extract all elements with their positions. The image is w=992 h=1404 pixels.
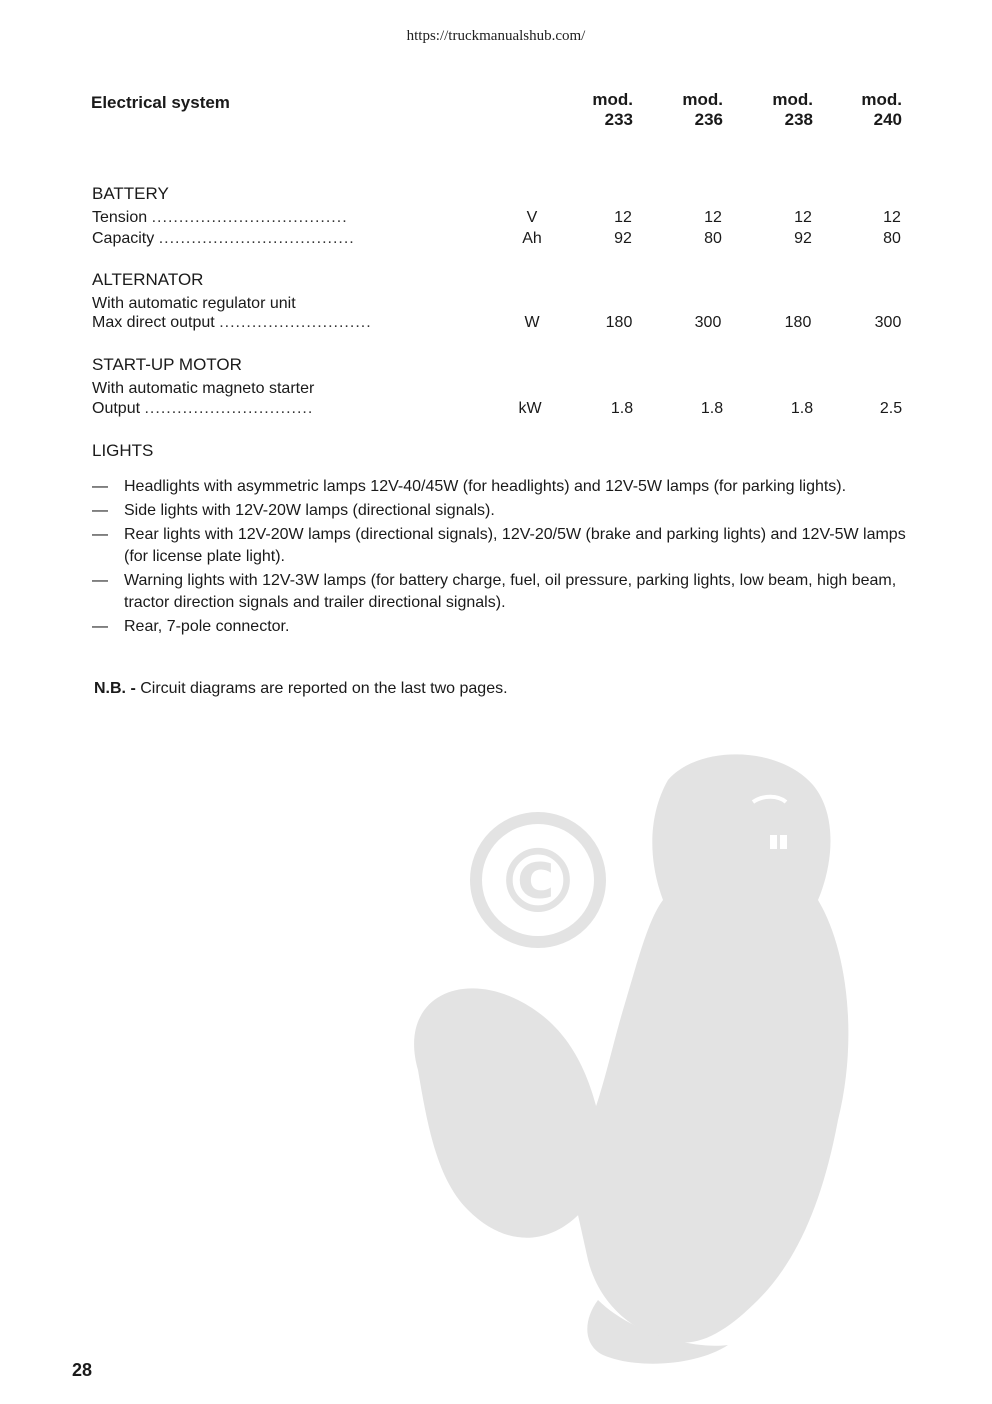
value-238: 12 (794, 209, 812, 226)
lights-list (92, 476, 907, 640)
value-240: 300 (874, 314, 902, 331)
list-item-text: Rear lights with 12V-20W lamps (directional signals), 12V-20/5W (brake and parking lights) and 12V-5W lamps (for license plate light). (124, 526, 906, 565)
dash-bullet: — (92, 572, 108, 589)
column-header-top: mod. (682, 90, 723, 109)
list-item-text: Warning lights with 12V-3W lamps (for battery charge, fuel, oil pressure, parking lights, low beam, high beam, tractor direction signals and trailer directional signals). (124, 572, 897, 611)
column-header-top: mod. (861, 90, 902, 109)
value-233: 12 (614, 209, 632, 226)
row-label-text: Max direct output (92, 314, 215, 331)
leader-dots: .................................... (158, 230, 355, 247)
column-header-240 (832, 90, 902, 130)
value-233: 1.8 (610, 400, 634, 417)
column-header-236 (653, 90, 723, 130)
value-240: 80 (883, 230, 901, 247)
section-heading-battery: BATTERY (92, 184, 169, 203)
value-233: 180 (605, 314, 633, 331)
list-item (92, 476, 907, 498)
dash-bullet: — (92, 478, 108, 495)
column-header-233 (563, 90, 633, 130)
section-heading-lights: LIGHTS (92, 441, 154, 460)
row-label (92, 400, 492, 418)
dash-bullet: — (92, 618, 108, 635)
row-unit: V (526, 209, 538, 226)
column-header-top: mod. (772, 90, 813, 109)
row-label (92, 314, 507, 332)
leader-dots: .................................... (151, 209, 348, 226)
section-heading-alternator: ALTERNATOR (92, 270, 204, 289)
list-item-text: Side lights with 12V-20W lamps (directional signals). (124, 502, 495, 519)
source-url: https://truckmanualshub.com/ (406, 28, 586, 44)
list-item-text: Headlights with asymmetric lamps 12V-40/45W (for headlights) and 12V-5W lamps (for parking lights). (124, 478, 847, 495)
table-row-output (92, 400, 912, 422)
alternator-note: With automatic regulator unit (92, 295, 296, 312)
dash-bullet: — (92, 526, 108, 543)
row-label (92, 230, 507, 248)
row-label-text: Output (92, 400, 141, 417)
value-236: 300 (694, 314, 722, 331)
beaver-watermark-icon (398, 740, 868, 1380)
list-item (92, 524, 907, 568)
leader-dots: ............................... (144, 400, 314, 417)
value-238: 92 (794, 230, 812, 247)
list-item (92, 616, 907, 638)
row-unit: kW (518, 400, 542, 417)
row-unit: W (524, 314, 540, 331)
value-233: 92 (614, 230, 632, 247)
row-label (92, 209, 507, 227)
copyright-symbol: © (494, 830, 582, 933)
row-unit: Ah (522, 230, 542, 247)
startup-note: With automatic magneto starter (92, 380, 315, 397)
table-row-max-direct-output (92, 314, 912, 336)
row-label-text: Tension (92, 209, 148, 226)
column-header-top: mod. (592, 90, 633, 109)
table-row-capacity (92, 230, 912, 252)
leader-dots: ............................ (219, 314, 372, 331)
column-header-238 (743, 90, 813, 130)
dash-bullet: — (92, 502, 108, 519)
value-236: 80 (704, 230, 722, 247)
page-title: Electrical system (91, 93, 230, 112)
nb-text: Circuit diagrams are reported on the last two pages. (140, 680, 508, 697)
row-label-text: Capacity (92, 230, 155, 247)
nb-note (94, 680, 508, 698)
page-number: 28 (72, 1360, 93, 1380)
value-240: 2.5 (879, 400, 903, 417)
section-heading-startup-motor: START-UP MOTOR (92, 355, 242, 374)
nb-label: N.B. - (94, 680, 136, 697)
column-header-model: 233 (604, 110, 633, 129)
column-header-model: 240 (873, 110, 902, 129)
value-240: 12 (883, 209, 901, 226)
list-item-text: Rear, 7-pole connector. (124, 618, 290, 635)
value-238: 180 (784, 314, 812, 331)
list-item (92, 570, 907, 614)
list-item (92, 500, 907, 522)
value-236: 12 (704, 209, 722, 226)
column-header-model: 236 (694, 110, 723, 129)
value-238: 1.8 (790, 400, 814, 417)
value-236: 1.8 (700, 400, 724, 417)
table-row-tension (92, 209, 912, 231)
column-header-model: 238 (784, 110, 813, 129)
